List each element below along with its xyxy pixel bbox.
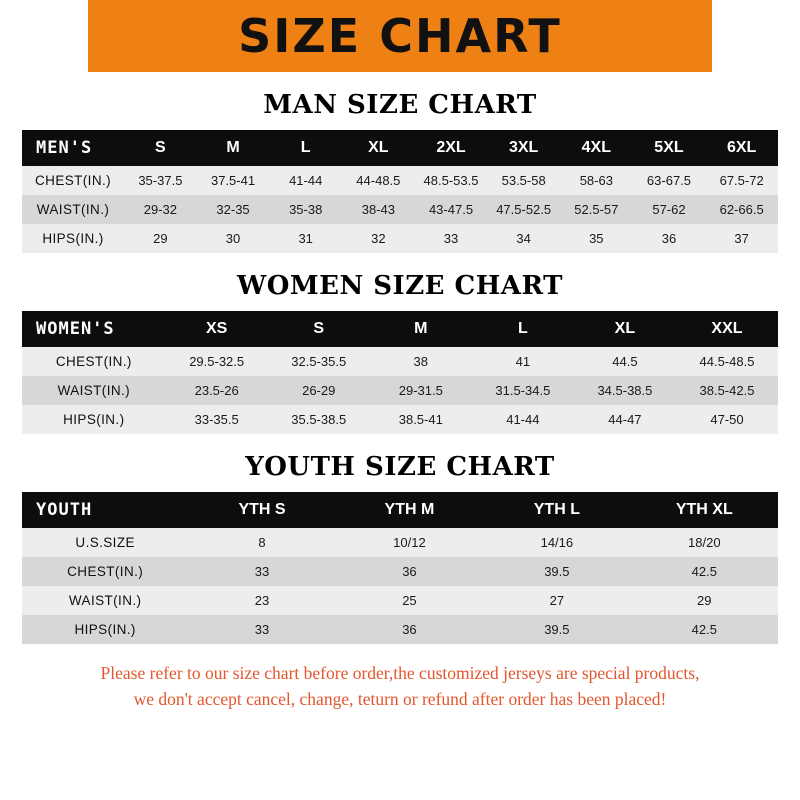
men-header-4xl: 4XL <box>560 130 633 166</box>
men-chest-m: 37.5-41 <box>197 166 270 195</box>
page-title: SIZE CHART <box>238 9 562 63</box>
youth-waist-l: 27 <box>483 586 630 615</box>
footer-line-1: Please refer to our size chart before order,the customized jerseys are special products, <box>100 663 700 683</box>
youth-row-hips-label: HIPS(IN.) <box>22 615 188 644</box>
women-hips-m: 38.5-41 <box>370 405 472 434</box>
women-hips-xl: 44-47 <box>574 405 676 434</box>
men-header-l: L <box>269 130 342 166</box>
men-waist-2xl: 43-47.5 <box>415 195 488 224</box>
youth-section <box>0 452 800 644</box>
youth-waist-s: 23 <box>188 586 335 615</box>
table-row <box>22 586 778 615</box>
youth-hips-l: 39.5 <box>483 615 630 644</box>
table-row <box>22 347 778 376</box>
women-header-xs: XS <box>166 311 268 347</box>
men-hips-6xl: 37 <box>705 224 778 253</box>
youth-header-l: YTH L <box>483 492 630 528</box>
youth-waist-xl: 29 <box>631 586 778 615</box>
table-header-row <box>22 311 778 347</box>
men-chest-3xl: 53.5-58 <box>487 166 560 195</box>
youth-row-waist-label: WAIST(IN.) <box>22 586 188 615</box>
women-waist-m: 29-31.5 <box>370 376 472 405</box>
men-row-waist-label: WAIST(IN.) <box>22 195 124 224</box>
women-header-xl: XL <box>574 311 676 347</box>
table-row <box>22 224 778 253</box>
youth-chest-l: 39.5 <box>483 557 630 586</box>
men-hips-3xl: 34 <box>487 224 560 253</box>
youth-chest-m: 36 <box>336 557 483 586</box>
table-row <box>22 615 778 644</box>
footer-disclaimer <box>0 660 800 713</box>
youth-ussize-l: 14/16 <box>483 528 630 557</box>
men-row-chest-label: CHEST(IN.) <box>22 166 124 195</box>
men-hips-xl: 32 <box>342 224 415 253</box>
youth-chest-xl: 42.5 <box>631 557 778 586</box>
youth-row-chest-label: CHEST(IN.) <box>22 557 188 586</box>
men-header-s: S <box>124 130 197 166</box>
men-section <box>0 90 800 253</box>
women-chest-l: 41 <box>472 347 574 376</box>
men-hips-l: 31 <box>269 224 342 253</box>
men-size-table <box>22 130 778 253</box>
men-section-title: MAN SIZE CHART <box>263 90 537 120</box>
table-row <box>22 528 778 557</box>
men-row-hips-label: HIPS(IN.) <box>22 224 124 253</box>
men-waist-3xl: 47.5-52.5 <box>487 195 560 224</box>
table-row <box>22 195 778 224</box>
men-chest-6xl: 67.5-72 <box>705 166 778 195</box>
men-chest-xl: 44-48.5 <box>342 166 415 195</box>
women-header-s: S <box>268 311 370 347</box>
women-row-waist-label: WAIST(IN.) <box>22 376 166 405</box>
men-waist-s: 29-32 <box>124 195 197 224</box>
table-header-row <box>22 492 778 528</box>
men-header-m: M <box>197 130 270 166</box>
youth-size-table <box>22 492 778 644</box>
table-header-row <box>22 130 778 166</box>
men-waist-6xl: 62-66.5 <box>705 195 778 224</box>
men-hips-s: 29 <box>124 224 197 253</box>
women-chest-xl: 44.5 <box>574 347 676 376</box>
men-header-6xl: 6XL <box>705 130 778 166</box>
youth-header-xl: YTH XL <box>631 492 778 528</box>
table-row <box>22 166 778 195</box>
youth-section-title: YOUTH SIZE CHART <box>245 452 555 482</box>
youth-waist-m: 25 <box>336 586 483 615</box>
men-chest-5xl: 63-67.5 <box>633 166 706 195</box>
women-hips-xs: 33-35.5 <box>166 405 268 434</box>
youth-hips-s: 33 <box>188 615 335 644</box>
women-chest-s: 32.5-35.5 <box>268 347 370 376</box>
page-banner <box>0 0 800 72</box>
men-header-5xl: 5XL <box>633 130 706 166</box>
men-header-label: MEN'S <box>22 130 124 166</box>
youth-hips-m: 36 <box>336 615 483 644</box>
women-waist-xxl: 38.5-42.5 <box>676 376 778 405</box>
men-waist-xl: 38-43 <box>342 195 415 224</box>
women-header-xxl: XXL <box>676 311 778 347</box>
men-hips-m: 30 <box>197 224 270 253</box>
women-hips-l: 41-44 <box>472 405 574 434</box>
men-chest-s: 35-37.5 <box>124 166 197 195</box>
table-row <box>22 557 778 586</box>
women-header-label: WOMEN'S <box>22 311 166 347</box>
women-hips-xxl: 47-50 <box>676 405 778 434</box>
men-header-3xl: 3XL <box>487 130 560 166</box>
women-waist-xl: 34.5-38.5 <box>574 376 676 405</box>
youth-row-ussize-label: U.S.SIZE <box>22 528 188 557</box>
footer-line-2: we don't accept cancel, change, teturn or refund after order has been placed! <box>133 689 667 710</box>
men-waist-4xl: 52.5-57 <box>560 195 633 224</box>
women-section <box>0 271 800 434</box>
men-waist-l: 35-38 <box>269 195 342 224</box>
youth-header-label: YOUTH <box>22 492 188 528</box>
women-waist-s: 26-29 <box>268 376 370 405</box>
women-header-l: L <box>472 311 574 347</box>
men-hips-5xl: 36 <box>633 224 706 253</box>
women-row-chest-label: CHEST(IN.) <box>22 347 166 376</box>
women-row-hips-label: HIPS(IN.) <box>22 405 166 434</box>
youth-header-s: YTH S <box>188 492 335 528</box>
youth-hips-xl: 42.5 <box>631 615 778 644</box>
youth-header-m: YTH M <box>336 492 483 528</box>
women-size-table <box>22 311 778 434</box>
youth-ussize-m: 10/12 <box>336 528 483 557</box>
men-header-xl: XL <box>342 130 415 166</box>
men-header-2xl: 2XL <box>415 130 488 166</box>
women-section-title: WOMEN SIZE CHART <box>237 271 563 301</box>
youth-ussize-xl: 18/20 <box>631 528 778 557</box>
youth-chest-s: 33 <box>188 557 335 586</box>
women-header-m: M <box>370 311 472 347</box>
table-row <box>22 376 778 405</box>
women-chest-m: 38 <box>370 347 472 376</box>
men-chest-2xl: 48.5-53.5 <box>415 166 488 195</box>
men-waist-m: 32-35 <box>197 195 270 224</box>
men-hips-2xl: 33 <box>415 224 488 253</box>
women-chest-xs: 29.5-32.5 <box>166 347 268 376</box>
men-chest-l: 41-44 <box>269 166 342 195</box>
youth-ussize-s: 8 <box>188 528 335 557</box>
table-row <box>22 405 778 434</box>
women-chest-xxl: 44.5-48.5 <box>676 347 778 376</box>
men-waist-5xl: 57-62 <box>633 195 706 224</box>
men-hips-4xl: 35 <box>560 224 633 253</box>
women-waist-xs: 23.5-26 <box>166 376 268 405</box>
women-hips-s: 35.5-38.5 <box>268 405 370 434</box>
women-waist-l: 31.5-34.5 <box>472 376 574 405</box>
men-chest-4xl: 58-63 <box>560 166 633 195</box>
